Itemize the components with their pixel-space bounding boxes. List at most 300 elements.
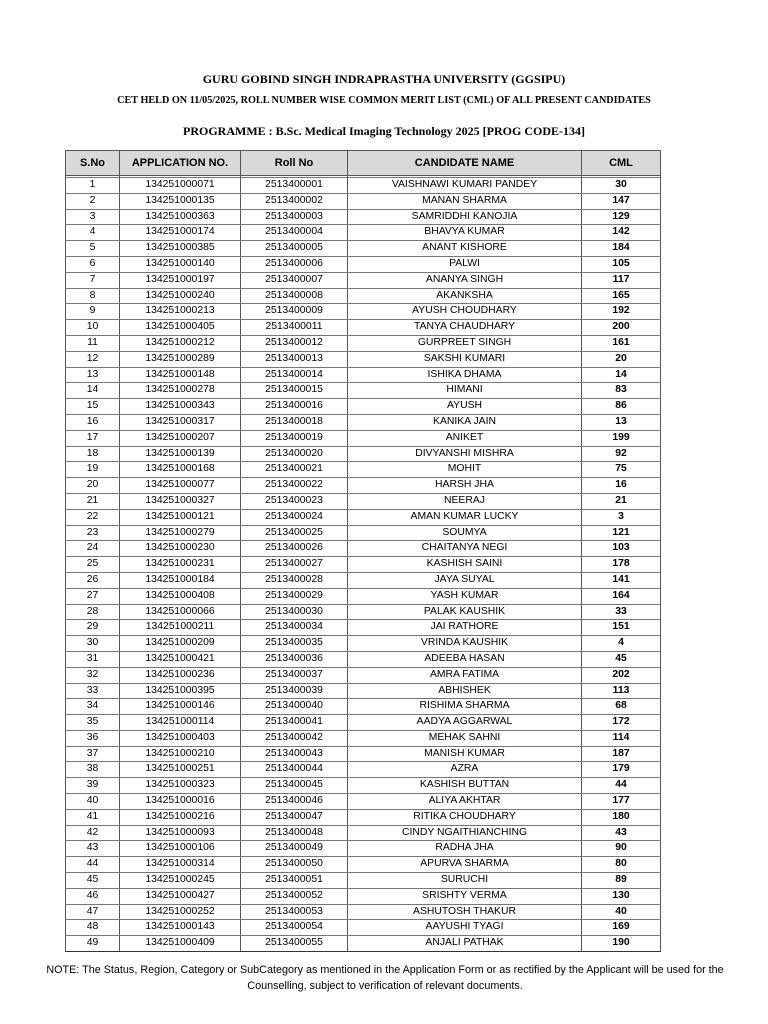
cell-candidate-name: KASHISH SAINI (348, 557, 582, 573)
cell-application-no: 134251000146 (120, 699, 241, 715)
cell-application-no: 134251000211 (120, 620, 241, 636)
cell-cml: 172 (582, 715, 661, 731)
cell-cml: 165 (582, 288, 661, 304)
cell-roll-no: 2513400042 (241, 730, 348, 746)
cell-sno: 8 (66, 288, 120, 304)
cell-sno: 48 (66, 920, 120, 936)
cell-cml: 13 (582, 414, 661, 430)
cell-sno: 13 (66, 367, 120, 383)
cell-sno: 14 (66, 383, 120, 399)
cell-sno: 34 (66, 699, 120, 715)
table-row (66, 620, 661, 636)
cell-application-no: 134251000403 (120, 730, 241, 746)
cell-candidate-name: ANANYA SINGH (348, 272, 582, 288)
cell-cml: 151 (582, 620, 661, 636)
table-row (66, 888, 661, 904)
cell-sno: 15 (66, 399, 120, 415)
cell-roll-no: 2513400049 (241, 841, 348, 857)
cell-candidate-name: MEHAK SAHNI (348, 730, 582, 746)
cell-application-no: 134251000016 (120, 794, 241, 810)
table-row (66, 572, 661, 588)
column-header-cml: CML (582, 151, 661, 176)
cell-roll-no: 2513400040 (241, 699, 348, 715)
cell-roll-no: 2513400034 (241, 620, 348, 636)
cell-roll-no: 2513400043 (241, 746, 348, 762)
cell-application-no: 134251000327 (120, 493, 241, 509)
table-row (66, 746, 661, 762)
cell-cml: 4 (582, 636, 661, 652)
cell-application-no: 134251000121 (120, 509, 241, 525)
cell-cml: 20 (582, 351, 661, 367)
cell-roll-no: 2513400035 (241, 636, 348, 652)
cell-candidate-name: PALWI (348, 256, 582, 272)
column-header-roll-no: Roll No (241, 151, 348, 176)
cell-candidate-name: KASHISH BUTTAN (348, 778, 582, 794)
table-row (66, 604, 661, 620)
cell-roll-no: 2513400013 (241, 351, 348, 367)
cell-application-no: 134251000210 (120, 746, 241, 762)
cell-cml: 92 (582, 446, 661, 462)
cell-roll-no: 2513400036 (241, 651, 348, 667)
cell-roll-no: 2513400003 (241, 209, 348, 225)
cell-application-no: 134251000077 (120, 478, 241, 494)
cell-application-no: 134251000213 (120, 304, 241, 320)
table-row (66, 335, 661, 351)
cell-sno: 6 (66, 256, 120, 272)
cell-candidate-name: RISHIMA SHARMA (348, 699, 582, 715)
cell-roll-no: 2513400051 (241, 873, 348, 889)
cell-candidate-name: ANIKET (348, 430, 582, 446)
cell-cml: 90 (582, 841, 661, 857)
cell-cml: 187 (582, 746, 661, 762)
table-row (66, 588, 661, 604)
cell-candidate-name: NEERAJ (348, 493, 582, 509)
cell-candidate-name: HIMANI (348, 383, 582, 399)
cell-sno: 4 (66, 225, 120, 241)
cell-roll-no: 2513400027 (241, 557, 348, 573)
cell-sno: 29 (66, 620, 120, 636)
cell-roll-no: 2513400020 (241, 446, 348, 462)
cell-sno: 28 (66, 604, 120, 620)
cell-roll-no: 2513400012 (241, 335, 348, 351)
table-row (66, 873, 661, 889)
cell-application-no: 134251000093 (120, 825, 241, 841)
cell-roll-no: 2513400005 (241, 241, 348, 257)
cell-cml: 40 (582, 904, 661, 920)
cell-cml: 45 (582, 651, 661, 667)
cell-candidate-name: ASHUTOSH THAKUR (348, 904, 582, 920)
cell-application-no: 134251000385 (120, 241, 241, 257)
table-body (66, 178, 661, 952)
cell-candidate-name: ABHISHEK (348, 683, 582, 699)
cell-roll-no: 2513400030 (241, 604, 348, 620)
cell-candidate-name: AAYUSHI TYAGI (348, 920, 582, 936)
cell-roll-no: 2513400014 (241, 367, 348, 383)
cell-candidate-name: AKANKSHA (348, 288, 582, 304)
merit-list-table (65, 150, 661, 952)
cell-sno: 3 (66, 209, 120, 225)
cell-sno: 9 (66, 304, 120, 320)
cell-roll-no: 2513400047 (241, 809, 348, 825)
cell-application-no: 134251000135 (120, 193, 241, 209)
cell-application-no: 134251000231 (120, 557, 241, 573)
cell-cml: 130 (582, 888, 661, 904)
table-row (66, 225, 661, 241)
cell-application-no: 134251000363 (120, 209, 241, 225)
cell-application-no: 134251000139 (120, 446, 241, 462)
cell-candidate-name: ANJALI PATHAK (348, 936, 582, 952)
cell-application-no: 134251000251 (120, 762, 241, 778)
cell-cml: 178 (582, 557, 661, 573)
counselling-note: NOTE: The Status, Region, Category or SubCategory as mentioned in the Application Form or as rectified by the Applicant will be used for the Counselling, subject to verification of relevant documents. (46, 964, 724, 992)
cell-roll-no: 2513400054 (241, 920, 348, 936)
cell-application-no: 134251000314 (120, 857, 241, 873)
cell-sno: 47 (66, 904, 120, 920)
cell-application-no: 134251000236 (120, 667, 241, 683)
table-row (66, 304, 661, 320)
cell-roll-no: 2513400041 (241, 715, 348, 731)
cell-cml: 147 (582, 193, 661, 209)
cell-candidate-name: KANIKA JAIN (348, 414, 582, 430)
cell-candidate-name: JAYA SUYAL (348, 572, 582, 588)
cell-cml: 86 (582, 399, 661, 415)
cell-cml: 80 (582, 857, 661, 873)
cell-cml: 121 (582, 525, 661, 541)
cell-sno: 7 (66, 272, 120, 288)
cell-sno: 39 (66, 778, 120, 794)
cell-candidate-name: SRISHTY VERMA (348, 888, 582, 904)
cell-roll-no: 2513400025 (241, 525, 348, 541)
cell-cml: 199 (582, 430, 661, 446)
cell-roll-no: 2513400004 (241, 225, 348, 241)
cell-cml: 68 (582, 699, 661, 715)
table-row (66, 699, 661, 715)
cell-cml: 190 (582, 936, 661, 952)
table-row (66, 193, 661, 209)
cell-cml: 164 (582, 588, 661, 604)
cell-roll-no: 2513400048 (241, 825, 348, 841)
cell-cml: 202 (582, 667, 661, 683)
cell-sno: 25 (66, 557, 120, 573)
table-header-row (66, 151, 661, 176)
cell-application-no: 134251000240 (120, 288, 241, 304)
cell-application-no: 134251000245 (120, 873, 241, 889)
cell-candidate-name: AMRA FATIMA (348, 667, 582, 683)
cell-sno: 20 (66, 478, 120, 494)
table-row (66, 178, 661, 194)
table-row (66, 825, 661, 841)
cell-roll-no: 2513400016 (241, 399, 348, 415)
cell-sno: 30 (66, 636, 120, 652)
cell-sno: 19 (66, 462, 120, 478)
cell-application-no: 134251000071 (120, 178, 241, 194)
cell-cml: 117 (582, 272, 661, 288)
table-row (66, 509, 661, 525)
cell-sno: 31 (66, 651, 120, 667)
cell-candidate-name: SAKSHI KUMARI (348, 351, 582, 367)
cell-cml: 21 (582, 493, 661, 509)
cell-roll-no: 2513400023 (241, 493, 348, 509)
cell-sno: 35 (66, 715, 120, 731)
merit-list-subtitle: CET HELD ON 11/05/2025, ROLL NUMBER WISE COMMON MERIT LIST (CML) OF ALL PRESENT CANDIDATES (117, 95, 651, 106)
table-row (66, 636, 661, 652)
cell-cml: 129 (582, 209, 661, 225)
table-row (66, 414, 661, 430)
cell-roll-no: 2513400050 (241, 857, 348, 873)
cell-cml: 89 (582, 873, 661, 889)
cell-roll-no: 2513400052 (241, 888, 348, 904)
cell-sno: 32 (66, 667, 120, 683)
cell-application-no: 134251000140 (120, 256, 241, 272)
cell-sno: 26 (66, 572, 120, 588)
cell-candidate-name: VRINDA KAUSHIK (348, 636, 582, 652)
cell-sno: 38 (66, 762, 120, 778)
column-header-candidate-name: CANDIDATE NAME (348, 151, 582, 176)
cell-roll-no: 2513400024 (241, 509, 348, 525)
cell-application-no: 134251000207 (120, 430, 241, 446)
cell-roll-no: 2513400037 (241, 667, 348, 683)
cell-application-no: 134251000174 (120, 225, 241, 241)
cell-cml: 14 (582, 367, 661, 383)
cell-candidate-name: ADEEBA HASAN (348, 651, 582, 667)
table-row (66, 288, 661, 304)
cell-candidate-name: BHAVYA KUMAR (348, 225, 582, 241)
cell-application-no: 134251000409 (120, 936, 241, 952)
cell-candidate-name: TANYA CHAUDHARY (348, 320, 582, 336)
table-row (66, 794, 661, 810)
cell-roll-no: 2513400018 (241, 414, 348, 430)
cell-roll-no: 2513400008 (241, 288, 348, 304)
cell-application-no: 134251000323 (120, 778, 241, 794)
cell-cml: 169 (582, 920, 661, 936)
table-row (66, 841, 661, 857)
table-row (66, 936, 661, 952)
cell-sno: 21 (66, 493, 120, 509)
cell-application-no: 134251000197 (120, 272, 241, 288)
table-row (66, 430, 661, 446)
cell-roll-no: 2513400055 (241, 936, 348, 952)
cell-roll-no: 2513400026 (241, 541, 348, 557)
cell-sno: 36 (66, 730, 120, 746)
cell-candidate-name: JAI RATHORE (348, 620, 582, 636)
cell-cml: 83 (582, 383, 661, 399)
cell-application-no: 134251000184 (120, 572, 241, 588)
cell-candidate-name: YASH KUMAR (348, 588, 582, 604)
cell-cml: 30 (582, 178, 661, 194)
cell-cml: 113 (582, 683, 661, 699)
table-row (66, 667, 661, 683)
table-row (66, 367, 661, 383)
cell-candidate-name: MOHIT (348, 462, 582, 478)
cell-application-no: 134251000114 (120, 715, 241, 731)
table-row (66, 715, 661, 731)
cell-application-no: 134251000279 (120, 525, 241, 541)
cell-candidate-name: HARSH JHA (348, 478, 582, 494)
cell-cml: 177 (582, 794, 661, 810)
cell-sno: 23 (66, 525, 120, 541)
cell-cml: 3 (582, 509, 661, 525)
table-row (66, 857, 661, 873)
table-row (66, 730, 661, 746)
table-row (66, 683, 661, 699)
cell-sno: 42 (66, 825, 120, 841)
cell-candidate-name: AZRA (348, 762, 582, 778)
cell-roll-no: 2513400053 (241, 904, 348, 920)
cell-cml: 44 (582, 778, 661, 794)
cell-candidate-name: ANANT KISHORE (348, 241, 582, 257)
cell-sno: 41 (66, 809, 120, 825)
cell-candidate-name: PALAK KAUSHIK (348, 604, 582, 620)
cell-roll-no: 2513400029 (241, 588, 348, 604)
cell-sno: 46 (66, 888, 120, 904)
cell-sno: 12 (66, 351, 120, 367)
cell-roll-no: 2513400011 (241, 320, 348, 336)
table-row (66, 351, 661, 367)
table-row (66, 272, 661, 288)
cell-sno: 49 (66, 936, 120, 952)
table-row (66, 651, 661, 667)
cell-cml: 33 (582, 604, 661, 620)
cell-roll-no: 2513400006 (241, 256, 348, 272)
cell-application-no: 134251000421 (120, 651, 241, 667)
cell-cml: 184 (582, 241, 661, 257)
cell-sno: 33 (66, 683, 120, 699)
table-row (66, 493, 661, 509)
cell-application-no: 134251000408 (120, 588, 241, 604)
cell-sno: 22 (66, 509, 120, 525)
column-header-sno: S.No (66, 151, 120, 176)
cell-candidate-name: SAMRIDDHI KANOJIA (348, 209, 582, 225)
table-row (66, 920, 661, 936)
table-row (66, 241, 661, 257)
cell-cml: 142 (582, 225, 661, 241)
cell-candidate-name: DIVYANSHI MISHRA (348, 446, 582, 462)
cell-cml: 200 (582, 320, 661, 336)
cell-application-no: 134251000278 (120, 383, 241, 399)
cell-sno: 37 (66, 746, 120, 762)
table-row (66, 399, 661, 415)
cell-candidate-name: CINDY NGAITHIANCHING (348, 825, 582, 841)
cell-sno: 5 (66, 241, 120, 257)
cell-candidate-name: ISHIKA DHAMA (348, 367, 582, 383)
cell-sno: 10 (66, 320, 120, 336)
cell-roll-no: 2513400046 (241, 794, 348, 810)
cell-candidate-name: RADHA JHA (348, 841, 582, 857)
cell-sno: 44 (66, 857, 120, 873)
cell-roll-no: 2513400021 (241, 462, 348, 478)
cell-sno: 27 (66, 588, 120, 604)
cell-roll-no: 2513400044 (241, 762, 348, 778)
cell-sno: 18 (66, 446, 120, 462)
cell-candidate-name: SURUCHI (348, 873, 582, 889)
cell-roll-no: 2513400028 (241, 572, 348, 588)
cell-roll-no: 2513400015 (241, 383, 348, 399)
cell-cml: 192 (582, 304, 661, 320)
table-row (66, 446, 661, 462)
table-row (66, 557, 661, 573)
cell-candidate-name: AYUSH CHOUDHARY (348, 304, 582, 320)
cell-application-no: 134251000148 (120, 367, 241, 383)
cell-application-no: 134251000317 (120, 414, 241, 430)
table-row (66, 778, 661, 794)
cell-cml: 103 (582, 541, 661, 557)
cell-roll-no: 2513400019 (241, 430, 348, 446)
cell-application-no: 134251000216 (120, 809, 241, 825)
cell-roll-no: 2513400022 (241, 478, 348, 494)
cell-candidate-name: SOUMYA (348, 525, 582, 541)
cell-candidate-name: ALIYA AKHTAR (348, 794, 582, 810)
cell-sno: 11 (66, 335, 120, 351)
cell-candidate-name: AYUSH (348, 399, 582, 415)
table-row (66, 383, 661, 399)
table-row (66, 462, 661, 478)
cell-roll-no: 2513400007 (241, 272, 348, 288)
cell-candidate-name: AMAN KUMAR LUCKY (348, 509, 582, 525)
column-header-application-no: APPLICATION NO. (120, 151, 241, 176)
cell-sno: 17 (66, 430, 120, 446)
cell-application-no: 134251000066 (120, 604, 241, 620)
cell-application-no: 134251000427 (120, 888, 241, 904)
cell-cml: 16 (582, 478, 661, 494)
cell-application-no: 134251000230 (120, 541, 241, 557)
table-row (66, 904, 661, 920)
cell-cml: 141 (582, 572, 661, 588)
table-row (66, 809, 661, 825)
cell-sno: 43 (66, 841, 120, 857)
cell-application-no: 134251000289 (120, 351, 241, 367)
cell-application-no: 134251000168 (120, 462, 241, 478)
table-row (66, 209, 661, 225)
cell-sno: 24 (66, 541, 120, 557)
cell-roll-no: 2513400002 (241, 193, 348, 209)
cell-cml: 179 (582, 762, 661, 778)
cell-roll-no: 2513400045 (241, 778, 348, 794)
cell-sno: 1 (66, 178, 120, 194)
cell-roll-no: 2513400009 (241, 304, 348, 320)
cell-cml: 161 (582, 335, 661, 351)
cell-cml: 180 (582, 809, 661, 825)
cell-cml: 43 (582, 825, 661, 841)
cell-cml: 75 (582, 462, 661, 478)
cell-sno: 45 (66, 873, 120, 889)
cell-candidate-name: RITIKA CHOUDHARY (348, 809, 582, 825)
cell-cml: 105 (582, 256, 661, 272)
table-row (66, 762, 661, 778)
cell-application-no: 134251000209 (120, 636, 241, 652)
cell-application-no: 134251000106 (120, 841, 241, 857)
cell-application-no: 134251000212 (120, 335, 241, 351)
cell-sno: 2 (66, 193, 120, 209)
cell-candidate-name: GURPREET SINGH (348, 335, 582, 351)
cell-application-no: 134251000252 (120, 904, 241, 920)
cell-cml: 114 (582, 730, 661, 746)
cell-roll-no: 2513400001 (241, 178, 348, 194)
cell-application-no: 134251000405 (120, 320, 241, 336)
table-row (66, 541, 661, 557)
cell-application-no: 134251000143 (120, 920, 241, 936)
table-row (66, 478, 661, 494)
cell-sno: 40 (66, 794, 120, 810)
cell-roll-no: 2513400039 (241, 683, 348, 699)
cell-application-no: 134251000343 (120, 399, 241, 415)
cell-candidate-name: CHAITANYA NEGI (348, 541, 582, 557)
cell-candidate-name: APURVA SHARMA (348, 857, 582, 873)
cell-candidate-name: MANISH KUMAR (348, 746, 582, 762)
cell-candidate-name: MANAN SHARMA (348, 193, 582, 209)
cell-sno: 16 (66, 414, 120, 430)
cell-candidate-name: VAISHNAWI KUMARI PANDEY (348, 178, 582, 194)
cell-candidate-name: AADYA AGGARWAL (348, 715, 582, 731)
